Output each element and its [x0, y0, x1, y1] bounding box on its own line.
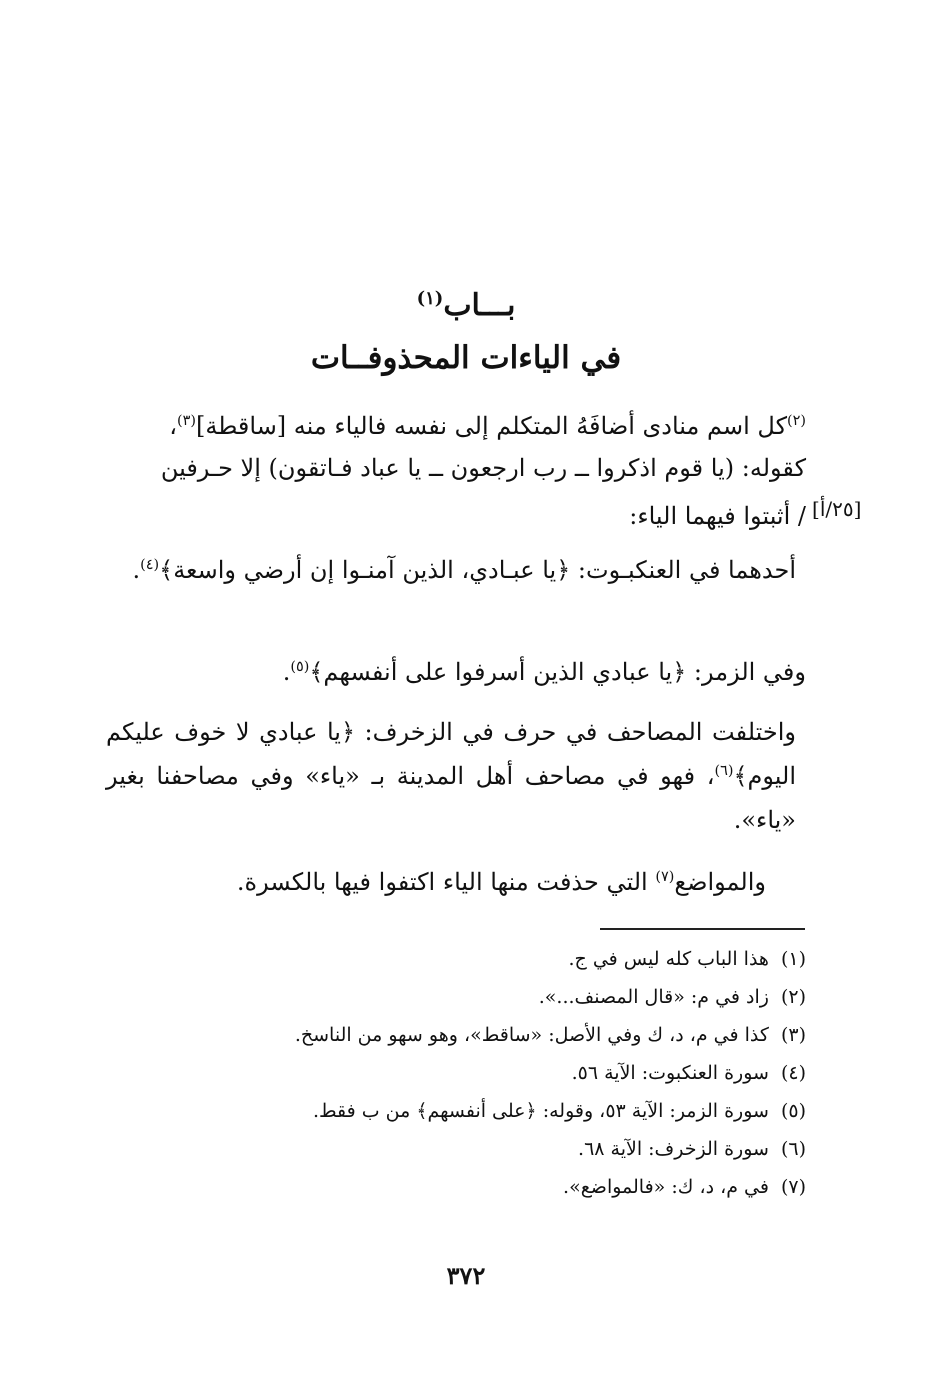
chapter-title-text: بـــاب — [443, 288, 516, 323]
paragraph-3-text: أحدهما في العنكبـوت: ﴿يا عبـادي، الذين آمنـوا إن أرضي واسعة﴾ — [159, 556, 796, 584]
chapter-subtitle: في الياءات المحذوفــات — [310, 340, 622, 376]
footnote-ref-2: (٢) — [787, 413, 806, 429]
footnote-number: (٥) — [780, 1100, 806, 1122]
footnote-text: زاد في م: «قال المصنف...». — [538, 986, 769, 1008]
folio-marker: [٢٥/أ] — [812, 497, 862, 521]
footnote-ref-5: (٥) — [290, 659, 310, 675]
paragraph-1-tail: ، — [169, 412, 177, 440]
paragraph-1-text: كل اسم منادى أضافَهُ المتكلم إلى نفسه فالياء منه [ساقطة] — [195, 412, 788, 440]
paragraph-2-line-1: كقوله: (يا قوم اذكروا ــ رب ارجعون ــ يا عباد فـاتقون) إلا حـرفين — [160, 454, 806, 482]
footnote-text: سورة الزخرف: الآية ٦٨. — [578, 1138, 769, 1160]
paragraph-6-text-1: والمواضع — [674, 868, 766, 896]
footnote-1 — [200, 940, 806, 978]
paragraph-5-text-1: واختلفت المصاحف في حرف في الزخرف: ﴿يا عبادي لا خوف عليكم اليوم﴾ — [106, 718, 796, 790]
footnote-separator — [600, 928, 805, 930]
page-number: ٣٧٢ — [446, 1261, 486, 1290]
footnote-text: هذا الباب كله ليس في ج. — [568, 948, 769, 970]
paragraph-3 — [106, 548, 796, 592]
footnote-6 — [200, 1130, 806, 1168]
paragraph-4-tail: . — [282, 658, 291, 686]
footnote-ref-4: (٤) — [140, 557, 160, 573]
footnote-text: سورة العنكبوت: الآية ٥٦. — [571, 1062, 769, 1084]
footnote-text: في م، د، ك: «فالمواضع». — [563, 1176, 769, 1198]
footnote-4 — [200, 1054, 806, 1092]
footnote-number: (٢) — [780, 986, 806, 1008]
footnote-number: (٤) — [780, 1062, 806, 1084]
footnote-3 — [200, 1016, 806, 1054]
paragraph-3-tail: . — [132, 556, 141, 584]
footnote-number: (٣) — [780, 1024, 806, 1046]
footnote-text: سورة الزمر: الآية ٥٣، وقوله: ﴿على أنفسهم﴾ من ب فقط. — [312, 1100, 769, 1122]
footnote-text: كذا في م، د، ك وفي الأصل: «ساقط»، وهو سهو من الناسخ. — [294, 1024, 769, 1046]
footnote-number: (١) — [780, 948, 806, 970]
footnote-7 — [200, 1168, 806, 1206]
paragraph-6 — [237, 860, 766, 904]
footnote-2 — [200, 978, 806, 1016]
paragraph-5-text-2: ، فهو في مصاحف أهل المدينة بـ «ياء» وفي مصاحفنا بغير «ياء». — [106, 762, 796, 834]
footnote-ref-1: (١) — [416, 288, 444, 309]
paragraph-6-text-2: التي حذفت منها الياء اكتفوا فيها بالكسرة. — [236, 868, 656, 896]
paragraph-5 — [106, 710, 796, 842]
footnote-ref-3: (٣) — [177, 413, 196, 429]
paragraph-2-line-2: / أثبتوا فيهما الياء: — [629, 502, 806, 530]
paragraph-4-text: وفي الزمر: ﴿يا عبادي الذين أسرفوا على أنفسهم﴾ — [309, 658, 806, 686]
paragraph-4 — [283, 650, 806, 694]
footnote-ref-6: (٦) — [714, 763, 734, 779]
footnote-number: (٦) — [780, 1138, 806, 1160]
paragraph-1 — [106, 404, 806, 448]
chapter-title — [0, 286, 932, 326]
footnotes — [200, 940, 806, 1206]
footnote-5 — [200, 1092, 806, 1130]
footnote-ref-7: (٧) — [655, 869, 675, 885]
footnote-number: (٧) — [780, 1176, 806, 1198]
